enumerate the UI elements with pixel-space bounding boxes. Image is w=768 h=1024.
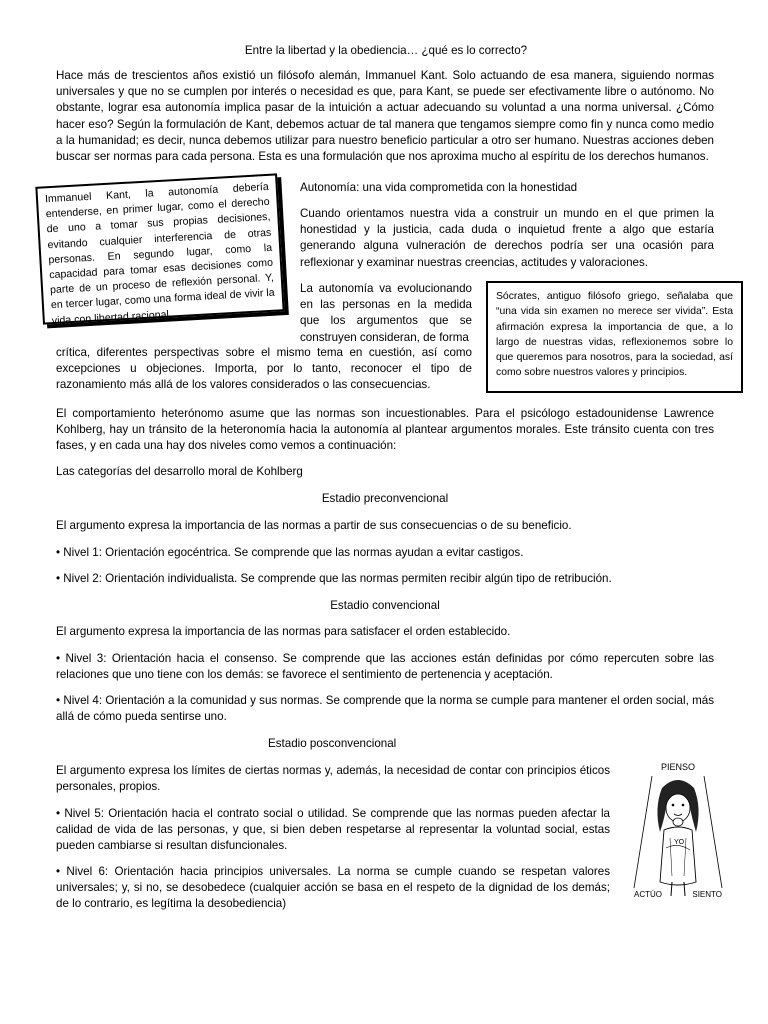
level-2-item: • Nivel 2: Orientación individualista. Se comprende que las normas permiten recibir algún tipo de retribución. [56, 572, 612, 585]
intro-paragraph: Hace más de trescientos años existió un filósofo alemán, Immanuel Kant. Solo actuando de esa manera, siguiendo normas universales y que no se cumplen por interés o necesidad es que, para Kant, se puede ser efectivamente libre o autónomo. No obstante, lograr esa autonomía implica pasar de la intuición a actuar adecuando su voluntad a una norma universal. ¿Cómo hacer eso? Según la formulación de Kant, debemos actuar de tal manera que tengamos siempre como fin y nunca como medio a la humanidad; es decir, nunca debemos utilizar para nuestro beneficio particular a otro ser humano. Nuestras acciones deben buscar ser normas para cada persona. Esta es una formulación que nos aproxima mucho al espíritu de los derechos humanos. [56, 69, 714, 164]
stage-preconventional-heading: Estadio preconvencional [321, 492, 449, 505]
kant-quote-text: Immanuel Kant, la autonomía debería entenderse, en primer lugar, como el derecho de uno a tomar sus propias decisiones, evitando cualquier interferencia de otras personas. En segundo lugar, como la capacidad para tomar esas decisiones como parte de un proceso de reflexión personal. Y, en tercer lugar, como una forma ideal de vivir la vida con libertad racional. [44, 180, 275, 327]
stage-postconventional-heading: Estadio posconvencional [268, 737, 397, 750]
level-4-item: • Nivel 4: Orientación a la comunidad y sus normas. Se comprende que la norma se cumple para mantener el orden social, más allá de cómo pueda sentirse uno. [56, 694, 714, 724]
heteronomous-paragraph: El comportamiento heterónomo asume que las normas son incuestionables. Para el psicólogo estadounidense Lawrence Kohlberg, hay un tránsito de la heteronomía hacia la autonomía al plantear argumentos morales. Este tránsito cuenta con tres fases, y en cada una hay dos niveles como vemos a continuación: [56, 407, 714, 453]
autonomy-evolves-paragraph-start: La autonomía va evolucionando en las personas en la medida que los argumentos que se construyen consideran, de forma [300, 282, 472, 344]
level-6-item: • Nivel 6: Orientación hacia principios universales. La norma se cumple cuando se respetan valores universales; y, si no, se desobedece (cualquier acción se basa en el respeto de la dignidad de los demás; de lo contrario, es legítima la desobediencia) [56, 865, 610, 911]
illustration-label-left: ACTÚO [634, 890, 662, 899]
autonomy-evolves-paragraph-end: crítica, diferentes perspectivas sobre el mismo tema en cuestión, así como excepciones u objeciones. Importa, por lo tanto, reconocer el tipo de razonamiento más allá de los valores considerados o las consecuencias. [56, 346, 472, 392]
stage-preconventional-description: El argumento expresa la importancia de las normas a partir de sus consecuencias o de su beneficio. [56, 519, 572, 532]
illustration-label-right: SIENTO [692, 890, 722, 899]
socrates-quote-text: Sócrates, antiguo filósofo griego, señalaba que “una vida sin examen no merece ser vivida”. Esta afirmación expresa la importancia de que, a lo largo de nuestras vidas, reflexionemos sobre lo que queremos para nosotros, para la sociedad, así como sobre nuestros valores y principios. [496, 291, 733, 379]
level-3-item: • Nivel 3: Orientación hacia el consenso. Se comprende que las acciones están definidas por cómo repercuten sobre las relaciones que uno tiene con los demás: se favorece el sentimiento de pertenencia y aceptación. [56, 652, 714, 682]
socrates-quote-box [486, 281, 743, 393]
stage-conventional-description: El argumento expresa la importancia de las normas para satisfacer el orden establecido. [56, 625, 511, 638]
stage-postconventional-description: El argumento expresa los límites de ciertas normas y, además, la necesidad de contar con principios éticos personales, propios. [56, 764, 610, 794]
illustration-label-center: YO [673, 839, 685, 846]
illustration-label-top: PIENSO [660, 762, 696, 772]
document-title: Entre la libertad y la obediencia… ¿qué es lo correcto? [244, 44, 528, 57]
autonomy-paragraph: Cuando orientamos nuestra vida a construir un mundo en el que primen la honestidad y la justicia, cada duda o inquietud frente a algo que estaría generando alguna vulneración de derechos podría ser una ocasión para reflexionar y examinar nuestras creencias, actitudes y valoraciones. [300, 207, 714, 269]
stage-conventional-heading: Estadio convencional [330, 599, 440, 612]
level-1-item: • Nivel 1: Orientación egocéntrica. Se comprende que las normas ayudan a evitar castigos. [56, 546, 524, 559]
kohlberg-categories-heading: Las categorías del desarrollo moral de Kohlberg [56, 465, 303, 478]
autonomy-heading: Autonomía: una vida comprometida con la honestidad [300, 181, 578, 194]
level-5-item: • Nivel 5: Orientación hacia el contrato social o utilidad. Se comprende que las normas pueden afectar la calidad de vida de las personas, y que, si bien deben respetarse al representar la voluntad social, estas pueden cambiarse si resultan disfuncionales. [56, 807, 610, 853]
thinking-girl-illustration [632, 758, 724, 908]
kant-quote-box [35, 173, 284, 327]
